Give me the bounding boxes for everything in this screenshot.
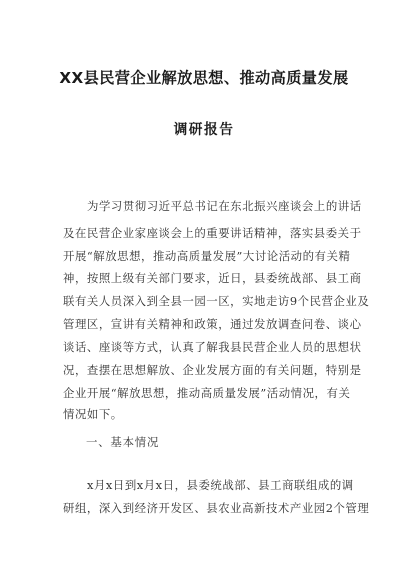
section-heading: 一、基本情况 [86,435,160,449]
paragraph-line: 谈话、座谈等方式，认真了解我县民营企业人员的思想状 [63,340,362,354]
paragraph-line: 况，查摆在思想解放、企业发展方面的有关问题，特别是 [63,363,362,377]
paragraph-line: 及在民营企业家座谈会上的重要讲话精神，落实县委关于 [63,226,362,240]
document-title: XX县民营企业解放思想、推动高质量发展 [59,69,349,87]
paragraph-line: 研组，深入到经济开发区、县农业高新技术产业园2个管理 [63,501,370,515]
paragraph-line: 管理区，宣讲有关精神和政策，通过发放调查问卷、谈心 [63,317,362,331]
paragraph-line: 开展“解放思想，推动高质量发展”大讨论活动的有关精 [63,249,351,263]
paragraph-line: 为学习贯彻习近平总书记在东北振兴座谈会上的讲话 [87,199,362,213]
paragraph-line: 情况如下。 [63,407,123,421]
paragraph-line: 联有关人员深入到全县一园一区，实地走访9个民营企业及 [63,294,370,308]
paragraph-line: 神，按照上级有关部门要求，近日，县委统战部、县工商 [63,271,362,285]
document-subtitle: 调研报告 [173,122,235,138]
paragraph-line: x月x日到x月x日，县委统战部、县工商联组成的调 [87,478,354,492]
paragraph-line: 企业开展“解放思想，推动高质量发展”活动情况，有关 [63,386,351,400]
